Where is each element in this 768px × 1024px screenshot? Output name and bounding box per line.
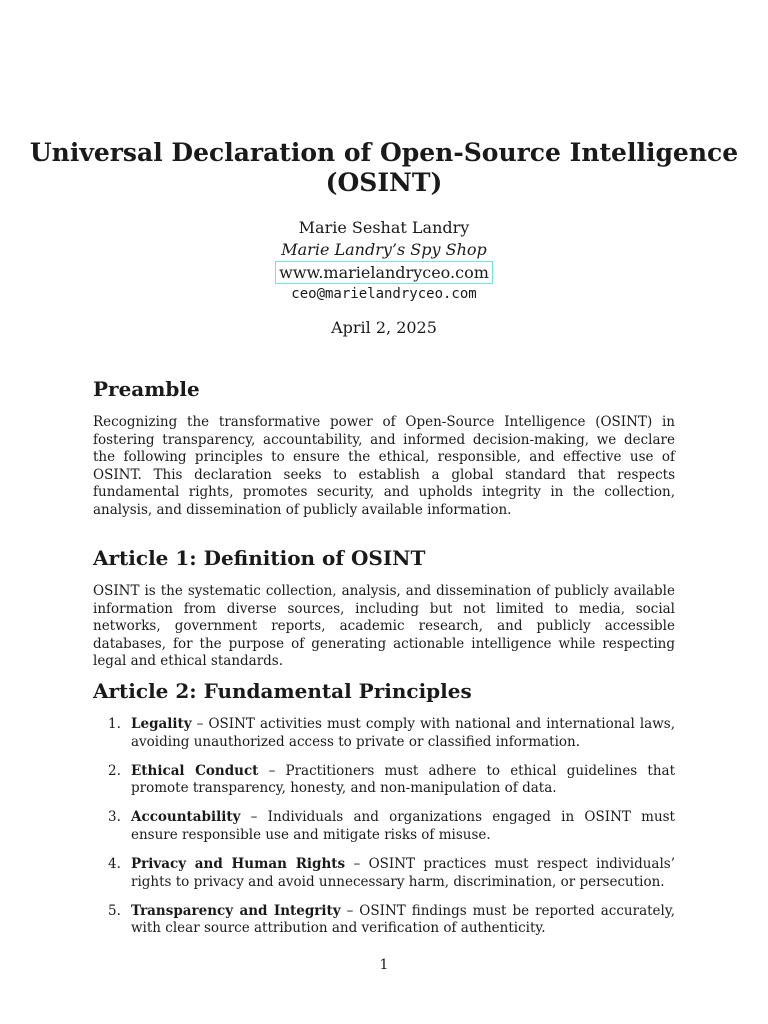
list-item-number: 3.: [108, 809, 121, 826]
list-item-number: 2.: [108, 762, 121, 779]
list-item-text: – Individuals and organizations engaged in OSINT must ensure responsible use and mitigate risks of misuse.: [131, 809, 675, 843]
list-item-text: – OSINT practices must respect individuals’ rights to privacy and avoid unnecessary harm, discrimination, or persecution.: [131, 856, 675, 890]
article1-heading: Article 1: Definition of OSINT: [93, 546, 426, 570]
list-item-number: 1.: [108, 716, 121, 732]
list-item-text: – Practitioners must adhere to ethical guidelines that promote transparency, honesty, and non-manipulation of data.: [131, 762, 675, 797]
list-item-term: Legality: [131, 716, 192, 732]
list-item-term: Ethical Conduct: [131, 762, 259, 779]
author-name: Marie Seshat Landry: [298, 218, 470, 237]
list-item-term: Transparency and Integrity: [131, 902, 341, 919]
principles-list: [93, 716, 675, 949]
list-item: [93, 903, 675, 938]
list-item: [93, 856, 675, 891]
list-item-text: – OSINT findings must be reported accurately, with clear source attribution and verification of authenticity.: [131, 902, 675, 937]
author-email: ceo@marielandryceo.com: [291, 286, 477, 302]
preamble-text: Recognizing the transformative power of Open-Source Intelligence (OSINT) in fostering transparency, accountability, and informed decision-making, we declare the following principles to ensure the ethical, responsible, and effective use of OSINT. This declaration seeks to establish a global standard that respects fundamental rights, promotes security, and upholds integrity in the collection, analysis, and dissemination of publicly available information.: [93, 414, 675, 518]
list-item: [93, 763, 675, 798]
preamble-heading: Preamble: [93, 377, 200, 401]
list-item-text: – OSINT activities must comply with national and international laws, avoiding unauthorized access to private or classified information.: [131, 716, 675, 750]
list-item-term: Accountability: [131, 809, 241, 826]
page-number: 1: [379, 957, 389, 973]
article1-text: OSINT is the systematic collection, analysis, and dissemination of publicly available information from diverse sources, including but not limited to media, social networks, government reports, academic research, and publicly accessible databases, for the purpose of generating actionable intelligence while respecting legal and ethical standards.: [93, 583, 675, 670]
list-item-term: Privacy and Human Rights: [131, 856, 346, 873]
list-item-number: 4.: [108, 856, 121, 873]
list-item-number: 5.: [108, 902, 121, 919]
document-date: April 2, 2025: [331, 318, 437, 337]
list-item: [93, 809, 675, 844]
author-affiliation: Marie Landry’s Spy Shop: [281, 240, 487, 259]
website-link[interactable]: www.marielandryceo.com: [275, 261, 493, 284]
website-container: [0, 261, 768, 284]
list-item: [93, 716, 675, 751]
document-title: Universal Declaration of Open-Source Intelligence (OSINT): [29, 138, 739, 197]
article2-heading: Article 2: Fundamental Principles: [93, 679, 472, 703]
